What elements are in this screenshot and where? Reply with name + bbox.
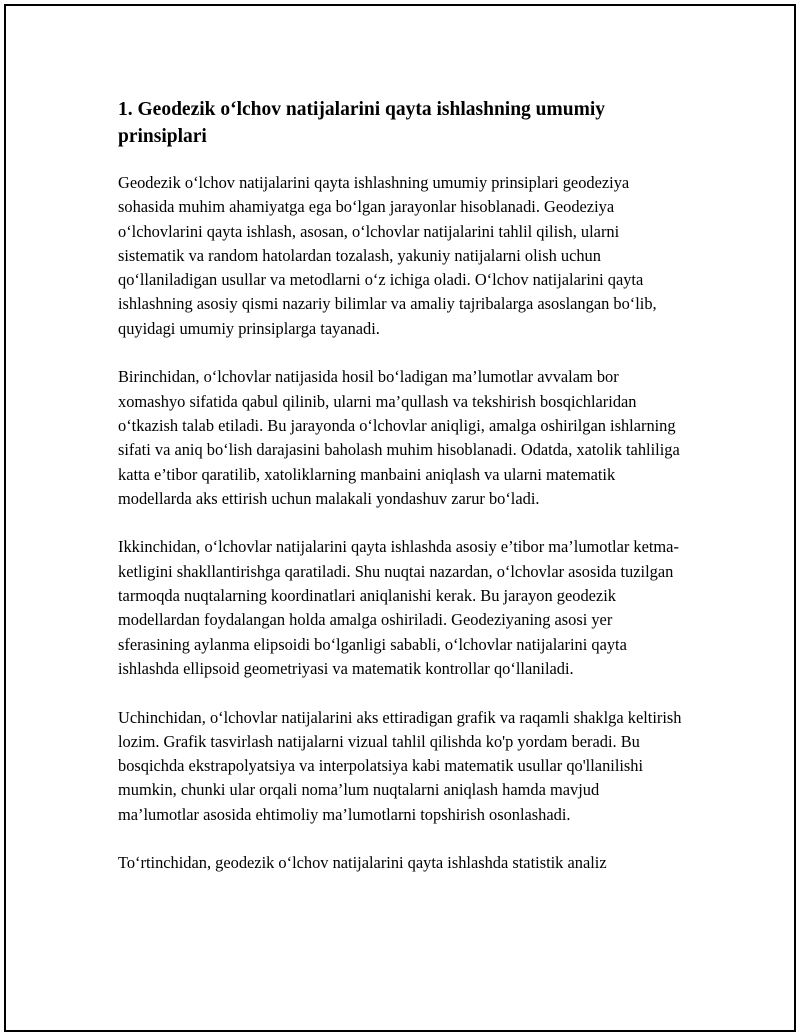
paragraph-second: Ikkinchidan, o‘lchovlar natijalarini qayta ishlashda asosiy e’tibor ma’lumotlar ketma-ketligini shakllantirishga qaratiladi. Shu nuqtai nazardan, o‘lchovlar asosida tuzilgan tarmoqda nuqtalarning koordinatlari aniqlanishi kerak. Bu jarayon geodezik modellardan foydalangan holda amalga oshiriladi. Geodeziyaning asosi yer sferasining aylanma elipsoidi bo‘lganligi sababli, o‘lchovlar natijalarini qayta ishlashda ellipsoid geometriyasi va matematik kontrollar qo‘llaniladi.	[118, 537, 679, 678]
document-body	[118, 96, 684, 900]
section-heading: 1. Geodezik o‘lchov natijalarini qayta ishlashning umumiy prinsiplari	[118, 99, 606, 147]
paragraph-first: Birinchidan, o‘lchovlar natijasida hosil bo‘ladigan ma’lumotlar avvalam bor xomashyo sifatida qabul qilinib, ularni ma’qullash va tekshirish bosqichlaridan o‘tkazish talab etiladi. Bu jarayonda o‘lchovlar aniqligi, amalga oshirilgan ishlarning sifati va aniq bo‘lish darajasini baholash muhim hisoblanadi. Odatda, xatolik tahliliga katta e’tibor qaratilib, xatoliklarning manbaini aniqlash va ularni matematik modellarda aks ettirish uchun malakali yondashuv zarur bo‘ladi.	[118, 367, 680, 508]
paragraph-intro: Geodezik o‘lchov natijalarini qayta ishlashning umumiy prinsiplari geodeziya sohasida muhim ahamiyatga ega bo‘lgan jarayonlar hisoblanadi. Geodeziya o‘lchovlarini qayta ishlash, asosan, o‘lchovlar natijalarini tahlil qilish, ularni sistematik va random hatolardan tozalash, yakuniy natijalarni olish uchun qo‘llaniladigan usullar va metodlarni o‘z ichiga oladi. O‘lchov natijalarini qayta ishlashning asosiy qismi nazariy bilimlar va amaliy tajribalarga asoslangan bo‘lib, quyidagi umumiy prinsiplarga tayanadi.	[118, 173, 657, 338]
paragraph-third: Uchinchidan, o‘lchovlar natijalarini aks ettiradigan grafik va raqamli shaklga keltirish lozim. Grafik tasvirlash natijalarni vizual tahlil qilishda ko'p yordam beradi. Bu bosqichda ekstrapolyatsiya va interpolatsiya kabi matematik usullar qo'llanilishi mumkin, chunki ular orqali noma’lum nuqtalarni aniqlash hamda mavjud ma’lumotlar asosida ehtimoliy ma’lumotlarni topshirish osonlashadi.	[118, 707, 682, 824]
paragraph-fourth: To‘rtinchidan, geodezik o‘lchov natijalarini qayta ishlashda statistik analiz	[118, 853, 607, 873]
